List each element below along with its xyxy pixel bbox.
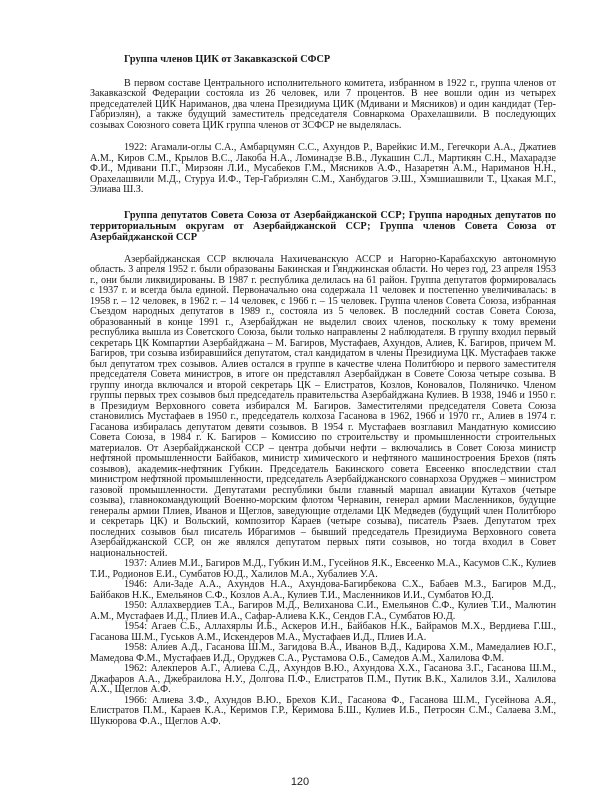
convocation-list-1966: 1966: Алиева З.Ф., Ахундов В.Ю., Брехов К.И., Гасанова Ф., Гасанова Ш.М., Гусейнова А.Я., Елистратов П.М., Караев К.А., Керимов Г.Р., Керимова Б.Ш., Кулиев И.Б., Петросян С.М., Салаева З.М., Шукюрова Ф.А., Щеглов А.Ф. [90,694,556,727]
convocation-list-1950: 1950: Аллахвердиев Т.А., Багиров М.Д., Велиханова С.И., Емельянов С.Ф., Кулиев Т.И., Малютин А.М., Мустафаев И.Д., Плиев И.А., Сафар-Алиева К.К., Сендов Г.А., Сумбатов Ю.Д. [90,600,556,622]
convocation-list-1946: 1946: Али-Заде А.А., Ахундов Н.А., Ахундова-Багирбекова С.Х., Бабаев М.З., Багиров М.Д., Байбаков Н.К., Емельянов С.Ф., Козлов А.А., Кулиев Т.И., Масленников И.И., Сумбатов Ю.Д. [90,579,556,601]
spacer [90,66,556,79]
section-heading-azerbaijan: Группа депутатов Совета Союза от Азербайджанской ССР; Группа народных депутатов по территориальным округам от Азербайджанской ССР; Группа членов Совета Союза от Азербайджанской ССР [90,209,556,243]
page-number: 120 [290,776,310,788]
paragraph-intro-zsfsr: В первом составе Центрального исполнительного комитета, избранном в 1922 г., группа членов от Закавказской Федерации состояла из 26 человек, или 7 процентов. В нее вошли один из четырех председателей ЦИК Нариманов, два члена Президиума ЦИК (Мдивани и Мясников) и один кандидат (Тер-Габриэлян), а также будущий заместитель председателя Совнаркома Орахелашвили. В последующих созывах Союзного совета ЦИК группа членов от ЗСФСР не выделялась. [90,77,556,131]
member-list-1922: 1922: Агамали-оглы С.А., Амбарцумян С.С., Ахундов Р., Варейкис И.М., Гегечкори А.А., Джатиев А.М., Киров С.М., Крылов В.С., Лакоба Н.А., Ломинадзе В.В., Лукашин С.Л., Мартикян С.Н., Махарадзе Ф.И., Мдивани П.Г., Мирзоян Л.И., Мусабеков Г.М., Мясников А.Ф., Назаретян А.М., Нариманов Н.Н., Орахелашвили М.Д., Стуруа И.Ф., Тер-Габриэлян С.М., Ханбудагов Э.Ш., Хэмшиашвили Т., Цхакая М.Г., Элиава Ш.З. [90,142,556,195]
section-heading-zsfsr: Группа членов ЦИК от Закавказской СФСР [124,54,331,65]
convocation-list-1962: 1962: Алекперов А.Г., Алиева С.Д., Ахундов В.Ю., Ахундова Х.Х., Гасанова З.Г., Гасанова Ш.М., Джафаров А.А., Джебраилова Н.У., Долгова П.Ф., Елистратов П.М., Путик В.К., Халилов З.И., Халилова А.Х., Щеглов А.Ф. [90,663,556,695]
document-page [90,55,556,727]
spacer [90,196,556,210]
paragraph-azerbaijan-body: Азербайджанская ССР включала Нахичеванскую АССР и Нагорно-Карабахскую автономную область. 3 апреля 1952 г. были образованы Бакинская и Гянджинская области. Но через год, 23 апреля 1953 г., они были ликвидированы. В 1987 г. республика делилась на 61 район. Группа депутатов формировалась с 1937 г. и всегда была единой. Первоначально она содержала 11 человек и постепенно увеличивалась: в 1958 г. – 12 человек, в 1962 г. – 14 человек, с 1966 г. – 15 человек. Группа членов Совета Союза, избранная Съездом народных депутатов в 1989 г., состояла из 5 человек. В последний состав Совета Союза, образованный в конце 1991 г., Азербайджан не выделил своих членов, поскольку к тому времени республика вышла из Советского Союза, были только направлены 2 наблюдателя. В группу входил первый секретарь ЦК Компартии Азербайджана – М. Багиров, Мустафаев, Ахундов, Алиев, К. Багиров, причем М. Багиров, три созыва избиравшийся депутатом, стал кандидатом в члены Президиума ЦК. Мустафаев также был депутатом трех созывов. Алиев остался в группе в качестве члена Политбюро и первого заместителя председателя Совета министров, в итоге он представлял Азербайджан в Совете Союза четыре созыва. В группу иногда включался и второй секретарь ЦК – Елистратов, Козлов, Коновалов, Поляничко. Членом группы первых трех созывов был председатель правительства Азербайджана Кулиев. В 1938, 1946 и 1950 г. в Президиум Верховного совета избирался М. Багиров. Заместителями председателя Совета Союза становились Мустафаев в 1950 г., председатель колхоза Гасанова в 1962, 1966 и 1970 гг., Алиев в 1974 г. Гасанова избиралась депутатом девяти созывов. В 1954 г. Мустафаев возглавил Мандатную комиссию Совета Союза, в 1984 г. К. Багиров – Комиссию по строительству и промышленности строительных материалов. От Азербайджанской ССР – центра добычи нефти – включались в Совет Союза министр нефтяной промышленности Байбаков, министр химического и нефтяного машиностроения Брехов (пять созывов), академик-нефтяник Губкин. Председатель Бакинского совета Евсеенко впоследствии стал министром нефтяной промышленности, председатель Азербайджанского совнархоза Оруджев – министром газовой промышленности. Депутатами республики были главный маршал авиации Кутахов (четыре созыва), главнокомандующий Военно-морским флотом Чернавин, генерал армии Масленников, будущие генералы армии Плиев, Иванов и Щеглов, заведующие отделами ЦК Медведев (будущий член Политбюро и секретарь ЦК) и Вольский, композитор Караев (четыре созыва), писатель Рзаев. Депутатом трех последних созывов был писатель Ибрагимов – бывший председатель Президиума Верховного совета Азербайджанской ССР, он же являлся депутатом первых пяти созывов, но тогда входил в Совет национальностей. [90,253,556,559]
convocation-list-1954: 1954: Агаев С.Б., Аллахярлы И.Б., Аскеров И.Н., Байбаков Н.К., Байрамов М.Х., Вердиева Г.Ш., Гасанова Ш.М., Гуськов А.М., Искендеров М.А., Мустафаев И.Д., Плиев И.А. [90,621,556,643]
convocation-list-1958: 1958: Алиев А.Д., Гасанова Ш.М., Загидова В.А., Иванов В.Д., Кадирова Х.М., Мамедалиев Ю.Г., Мамедова Ф.М., Мустафаев И.Д., Оруджев С.А., Рустамова О.Б., Самедов А.М., Халилова Ф.М. [90,642,556,664]
convocation-list-1937: 1937: Алиев М.И., Багиров М.Д., Губкин И.М., Гусейнов Я.К., Евсеенко М.А., Касумов С.К., Кулиев Т.И., Родионов Е.И., Сумбатов Ю.Д., Халилов М.А., Хубалиев У.А. [90,558,556,580]
spacer [90,243,556,255]
